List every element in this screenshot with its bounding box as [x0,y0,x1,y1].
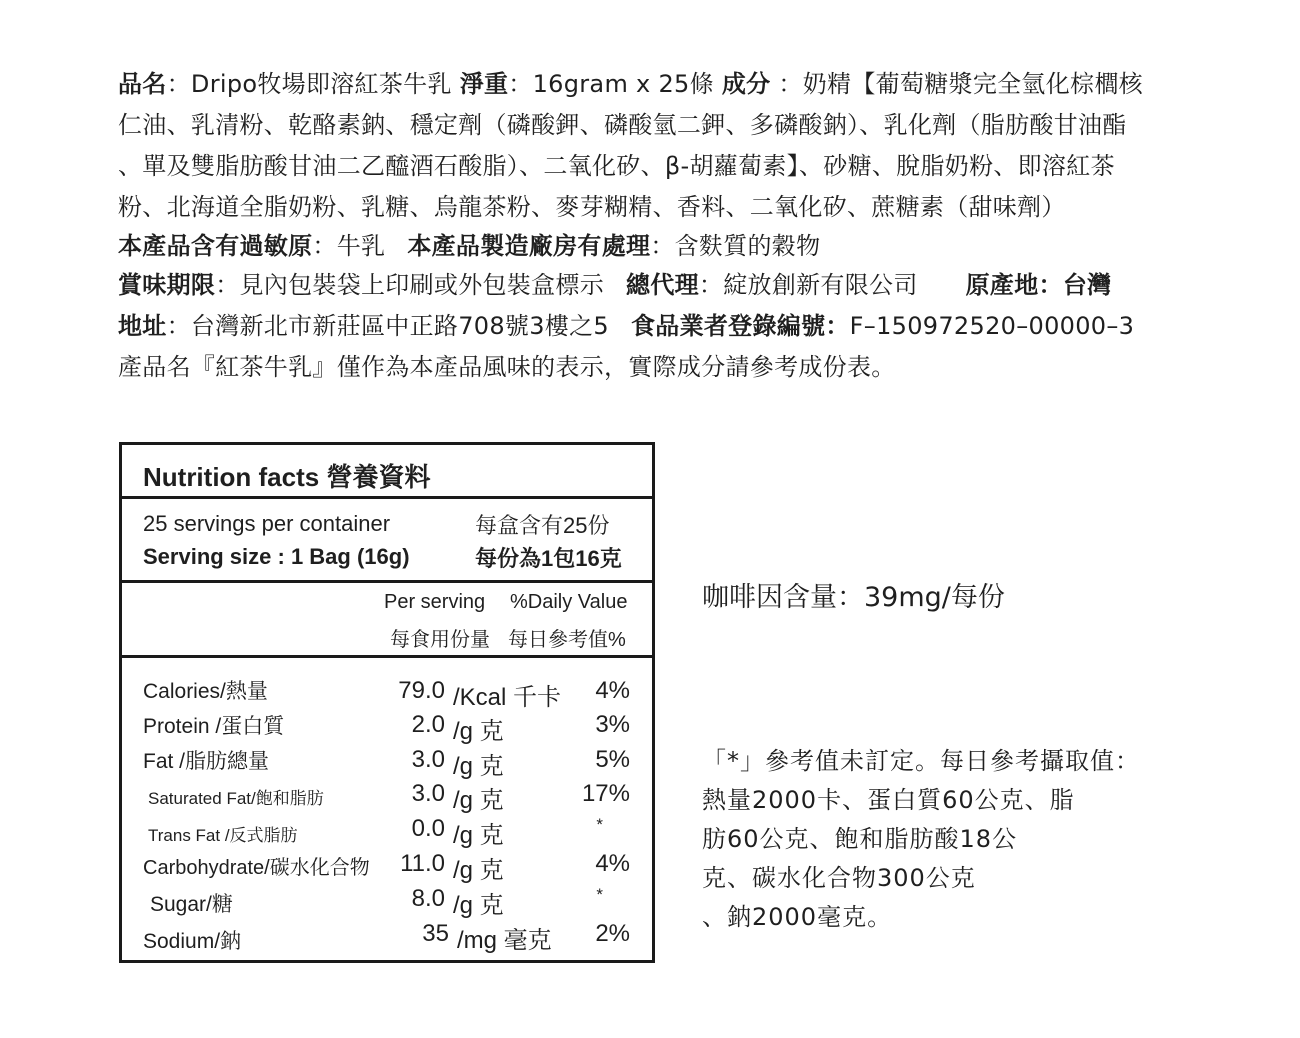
ingredients-line-2: 仁油、乳清粉、乾酪素鈉、穩定劑（磷酸鉀、磷酸氫二鉀、多磷酸鈉）、乳化劑（脂肪酸甘油酯 [118,111,1127,139]
nutrient-dv: * [596,815,603,834]
disclaimer: 產品名『紅茶牛乳』僅作為本產品風味的表示，實際成分請參考成份表。 [118,353,896,381]
factory-label: 本產品製造廠房有處理 [407,232,651,260]
nutrient-name: Saturated Fat/飽和脂肪 [148,789,324,808]
address-label: 地址 [118,312,167,340]
note-line: 肪60公克、飽和脂肪酸18公 [702,825,1018,853]
ingredients-label: 成分 [721,70,771,98]
note-line: 「*」參考值未訂定。每日參考攝取值： [702,747,1140,775]
divider [122,655,652,658]
nutrient-name: Protein /蛋白質 [143,715,285,738]
product-name-label: 品名 [118,70,167,98]
factory: ：含麩質的穀物 [650,232,821,260]
nutrient-unit: /g 克 [453,718,504,745]
nutrient-amount: 3.0 [411,746,445,773]
ingredients-line-1: ：奶精【葡萄糖漿完全氫化棕櫚核 [778,70,1143,98]
caffeine-content: 咖啡因含量：39mg/每份 [702,582,1005,613]
nutrient-dv: 4% [595,850,630,877]
net-weight: ：16gram x 25條 [508,70,714,98]
registration-number: F–150972520–00000–3 [849,312,1135,340]
header-dv-zh: 每日參考值% [508,629,626,651]
agent-label: 總代理 [626,271,699,299]
address: ：台灣新北市新莊區中正路708號3樓之5 [166,312,609,340]
net-weight-label: 淨重 [459,70,509,98]
best-before-line [118,264,1208,306]
nutrient-name: Fat /脂肪總量 [143,750,270,773]
header-per-serving-en: Per serving [384,591,486,613]
note-line: 熱量2000卡、蛋白質60公克、脂 [702,786,1075,814]
nutrient-dv: 4% [595,677,630,704]
nutrient-amount: 11.0 [400,850,445,877]
nutrient-name: Trans Fat /反式脂肪 [148,826,298,845]
nutrient-unit: /g 克 [453,787,504,814]
nutrient-dv: * [596,885,603,904]
product-label-text [118,64,1208,388]
divider [122,580,652,583]
nutrient-dv: 17% [581,780,630,807]
nutrient-unit: /Kcal 千卡 [453,684,562,711]
servings-zh: 每盒含有25份 [475,513,610,538]
nutrient-amount: 8.0 [411,885,445,912]
origin: 原產地：台灣 [965,271,1112,299]
nutrition-facts-table [119,442,655,963]
header-dv-en: %Daily Value [510,591,628,613]
address-line [118,306,1208,347]
servings-en: 25 servings per container [143,511,391,536]
registration-label: 食品業者登錄編號： [630,312,850,340]
best-before: ：見內包裝袋上印刷或外包裝盒標示 [215,271,605,299]
nutrient-dv: 5% [595,746,630,773]
label-line-1 [118,64,1208,105]
nutrient-unit: /mg 毫克 [457,927,552,954]
header-per-serving-zh: 每食用份量 [390,629,490,651]
ingredients-line-4: 粉、北海道全脂奶粉、乳糖、烏龍茶粉、麥芽糊精、香料、二氧化矽、蔗糖素（甜味劑） [118,193,1066,221]
note-line: 克、碳水化合物300公克 [702,864,976,892]
ingredients-line-3: 、單及雙脂肪酸甘油二乙醯酒石酸脂）、二氧化矽、β-胡蘿蔔素】、砂糖、脫脂奶粉、即溶紅茶 [118,152,1115,180]
nutrient-unit: /g 克 [453,857,504,884]
nutrient-dv: 3% [595,711,630,738]
allergen-label: 本產品含有過敏原 [118,232,313,260]
divider [122,496,652,499]
serving-size-en: Serving size : 1 Bag (16g) [143,544,410,569]
serving-size-zh: 每份為1包16克 [475,546,622,571]
nutrient-amount: 79.0 [398,677,445,704]
nutrient-amount: 0.0 [411,815,445,842]
daily-value-note [702,742,1172,937]
nutrient-name: Sugar/糖 [150,893,233,916]
agent: ：綻放創新有限公司 [698,271,918,299]
nutrient-name: Sodium/鈉 [143,930,242,953]
nutrient-unit: /g 克 [453,822,504,849]
nutrient-amount: 35 [422,920,449,947]
nutrient-dv: 2% [595,920,630,947]
nutrient-unit: /g 克 [453,892,504,919]
nutrition-title: Nutrition facts 營養資料 [143,462,431,492]
nutrient-unit: /g 克 [453,753,504,780]
nutrient-name: Carbohydrate/碳水化合物 [143,857,370,879]
nutrient-amount: 2.0 [411,711,445,738]
allergen: ：牛乳 [312,232,386,260]
nutrient-amount: 3.0 [411,780,445,807]
best-before-label: 賞味期限 [118,271,216,299]
note-line: 、鈉2000毫克。 [702,903,893,931]
product-name: ：Dripo牧場即溶紅茶牛乳 [166,70,452,98]
allergen-line [118,228,1208,264]
nutrient-name: Calories/熱量 [143,680,268,703]
